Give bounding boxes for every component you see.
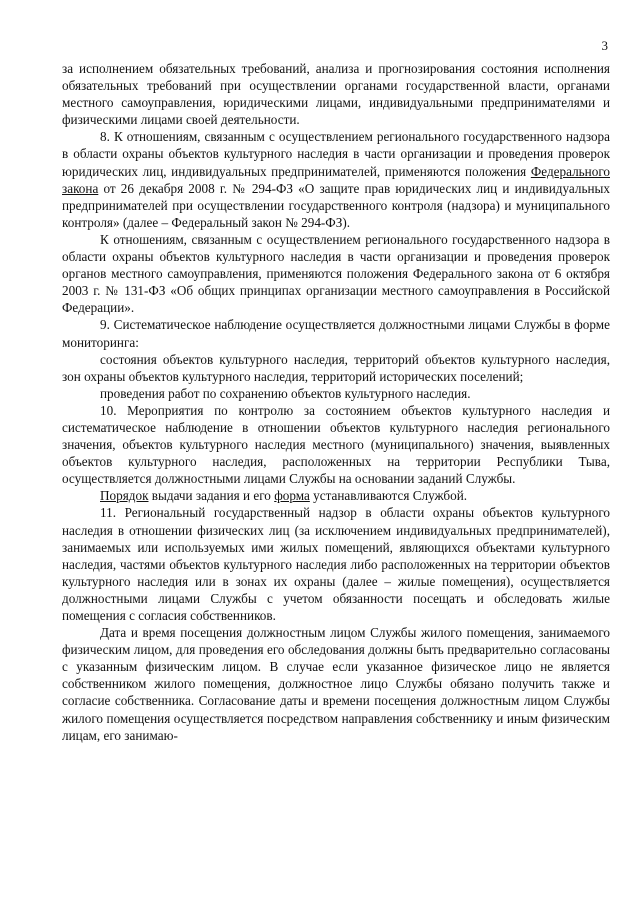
paragraph-text: устанавливаются Службой. xyxy=(309,488,468,504)
paragraph-p7 xyxy=(62,402,610,487)
paragraph-p2 xyxy=(62,128,610,231)
paragraph-text: проведения работ по сохранению объектов культурного наследия. xyxy=(100,385,471,401)
paragraph-text: состояния объектов культурного наследия, территорий объектов культурного наследия, зон охраны объектов культурного наследия, территорий исторических поселений; xyxy=(62,351,610,384)
paragraph-text: Дата и время посещения должностным лицом Службы жилого помещения, занимаемого физическим лицом, для проведения его обследования должны быть предварительно согласованы с указанным физическим лицом. В случае если указанное физическое лицо не является собственником жилого помещения, должностное лицо Службы обязано получить также и согласие собственника. Согласование даты и времени посещения должностным лицом Службы жилого помещения осуществляется посредством направления собственнику и иным физическим лицам, его занимаю- xyxy=(62,625,610,743)
paragraph-text: выдачи задания и его xyxy=(148,488,275,504)
paragraph-p6 xyxy=(62,385,610,402)
paragraph-p10 xyxy=(62,624,610,744)
legal-reference-link[interactable]: Федерального закона xyxy=(62,163,610,196)
paragraph-text: 10. Мероприятия по контролю за состоянием объектов культурного наследия и систематическое наблюдение в отношении объектов культурного наследия регионального значения, объектов культурного наследия местного (муниципального) значения, выявленных объектов культурного наследия, расположенных на территории Республики Тыва, осуществляется должностными лицами Службы на основании заданий Службы. xyxy=(62,402,610,487)
legal-reference-link[interactable]: форма xyxy=(274,488,310,504)
paragraph-text: от 26 декабря 2008 г. № 294-ФЗ «О защите прав юридических лиц и индивидуальных предпринимателей при осуществлении государственного контроля (надзора) и муниципального контроля» (далее – Федеральный закон № 294-ФЗ). xyxy=(62,180,610,230)
page-number: 3 xyxy=(601,38,608,53)
paragraph-text: 9. Систематическое наблюдение осуществляется должностными лицами Службы в форме мониторинга: xyxy=(62,317,610,350)
paragraph-p5 xyxy=(62,351,610,385)
paragraph-text: за исполнением обязательных требований, анализа и прогнозирования состояния исполнения обязательных требований при осуществлении органами государственной власти, органами местного самоуправления, юридическими лицами, индивидуальными предпринимателями и физическими лицами своей деятельности. xyxy=(62,61,610,128)
paragraph-p9 xyxy=(62,504,610,624)
paragraph-p3 xyxy=(62,231,610,316)
paragraph-p1 xyxy=(62,60,610,128)
paragraph-text: К отношениям, связанным с осуществлением регионального государственного надзора в области охраны объектов культурного наследия в части организации и проведения проверок органов местного самоуправления, применяются положения Федерального закона от 6 октября 2003 г. № 131-ФЗ «Об общих принципах организации местного самоуправления в Российской Федерации». xyxy=(62,231,610,316)
paragraph-p8 xyxy=(62,487,610,504)
paragraph-p4 xyxy=(62,316,610,350)
paragraph-text: 8. К отношениям, связанным с осуществлением регионального государственного надзора в области охраны объектов культурного наследия в части организации и проведения проверок юридических лиц, индивидуальных предпринимателей, применяются положения xyxy=(62,129,610,179)
document-body xyxy=(62,60,610,744)
paragraph-text: 11. Региональный государственный надзор в области охраны объектов культурного наследия в отношении физических лиц (за исключением индивидуальных предпринимателей), занимаемых или используемых ими жилых помещений, являющихся объектами культурного наследия, частями объектов культурного наследия либо расположенных на территории объектов культурного наследия или в зонах их охраны (далее – жилые помещения), осуществляется должностными лицами Службы с учетом обязанности посещать и обследовать жилые помещения с согласия собственников. xyxy=(62,505,610,623)
legal-reference-link[interactable]: Порядок xyxy=(100,488,149,504)
